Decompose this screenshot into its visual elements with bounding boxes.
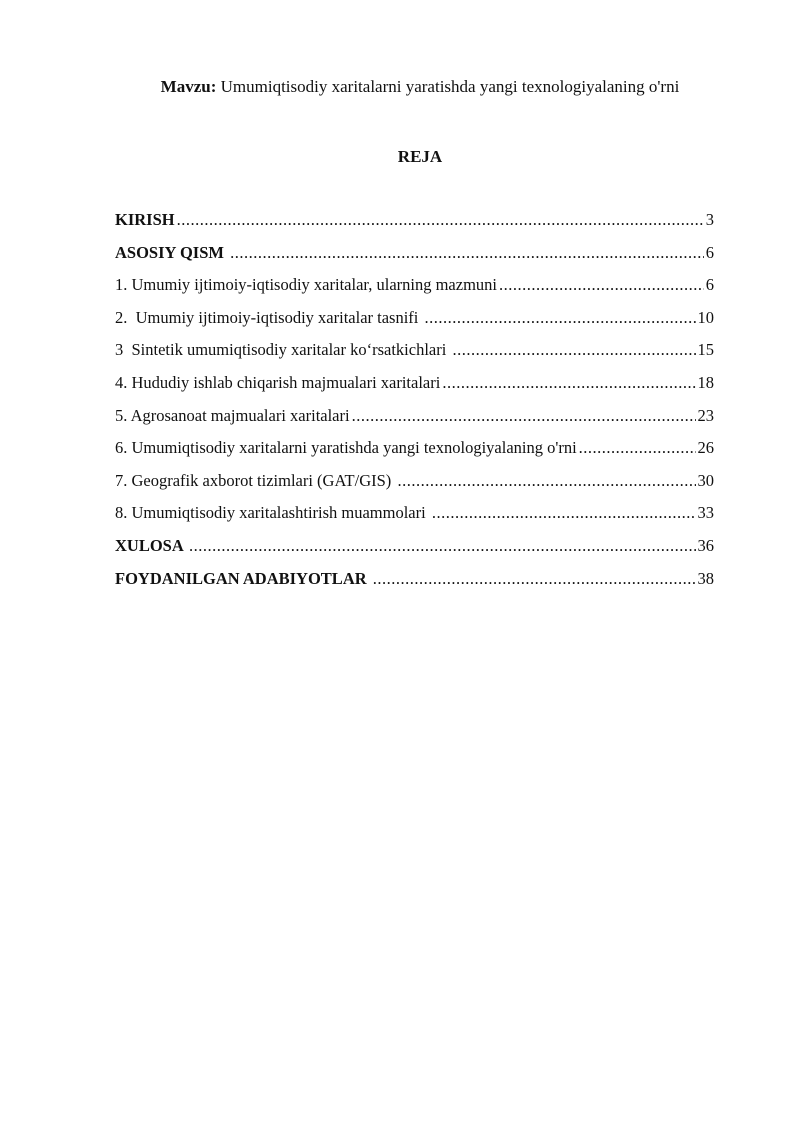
toc-entry-page: 26 [697, 438, 714, 458]
toc-entry-kirish[interactable] [115, 209, 714, 242]
toc-leader-dots [442, 372, 695, 394]
toc-entry-page: 33 [697, 503, 714, 523]
toc-entry-7[interactable] [115, 470, 714, 503]
toc-entry-2[interactable] [115, 307, 714, 340]
toc-entry-1[interactable] [115, 274, 714, 307]
toc-leader-dots [432, 502, 696, 524]
toc-leader-dots [177, 209, 704, 231]
plan-title: REJA [397, 147, 443, 166]
toc-leader-dots [425, 307, 696, 329]
toc-entry-page: 36 [697, 535, 714, 555]
toc-leader-dots [579, 437, 696, 459]
toc-leader-dots [397, 470, 695, 492]
toc-entry-page: 30 [697, 470, 714, 490]
toc-entry-title: 3 Sintetik umumiqtisodiy xaritalar koʻrsatkichlari [115, 340, 451, 360]
toc-entry-title: 4. Hududiy ishlab chiqarish majmualari xaritalari [115, 372, 441, 392]
table-of-contents [115, 209, 714, 600]
toc-entry-title: KIRISH [115, 210, 175, 229]
toc-entry-title: 2. Umumiy ijtimoiy-iqtisodiy xaritalar tasnifi [115, 307, 423, 327]
toc-entry-3[interactable] [115, 339, 714, 372]
toc-entry-page: 15 [697, 340, 714, 360]
toc-leader-dots [230, 242, 704, 264]
toc-leader-dots [452, 339, 695, 361]
toc-entry-foydanilgan-adabiyotlar[interactable] [115, 568, 714, 601]
topic-line [0, 76, 800, 98]
toc-entry-6[interactable] [115, 437, 714, 470]
toc-entry-page: 6 [705, 242, 714, 262]
topic-label: Mavzu: [160, 77, 217, 96]
toc-entry-page: 18 [697, 372, 714, 392]
toc-entry-title: 5. Agrosanoat majmualari xaritalari [115, 405, 350, 425]
toc-entry-page: 3 [705, 210, 714, 229]
toc-entry-title: 6. Umumiqtisodiy xaritalarni yaratishda yangi texnologiyalaning o'rni [115, 438, 577, 458]
toc-entry-5[interactable] [115, 405, 714, 438]
toc-entry-8[interactable] [115, 502, 714, 535]
toc-entry-title: 1. Umumiy ijtimoiy-iqtisodiy xaritalar, ularning mazmuni [115, 275, 497, 295]
toc-entry-asosiy-qism[interactable] [115, 242, 714, 275]
toc-leader-dots [499, 274, 704, 296]
toc-leader-dots [352, 405, 696, 427]
toc-leader-dots [373, 568, 696, 590]
toc-entry-title: FOYDANILGAN ADABIYOTLAR [115, 568, 371, 588]
toc-entry-title: 8. Umumiqtisodiy xaritalashtirish muammolari [115, 503, 430, 523]
toc-entry-page: 38 [697, 568, 714, 588]
toc-entry-page: 10 [697, 307, 714, 327]
topic-text: Umumiqtisodiy xaritalarni yaratishda yangi texnologiyalaning o'rni [216, 77, 680, 96]
toc-entry-title: ASOSIY QISM [115, 242, 229, 262]
toc-entry-title: 7. Geografik axborot tizimlari (GAT/GIS) [115, 470, 396, 490]
toc-leader-dots [189, 535, 696, 557]
toc-entry-4[interactable] [115, 372, 714, 405]
toc-entry-page: 23 [697, 405, 714, 425]
toc-entry-page: 6 [705, 275, 714, 295]
toc-entry-xulosa[interactable] [115, 535, 714, 568]
toc-entry-title: XULOSA [115, 535, 187, 555]
